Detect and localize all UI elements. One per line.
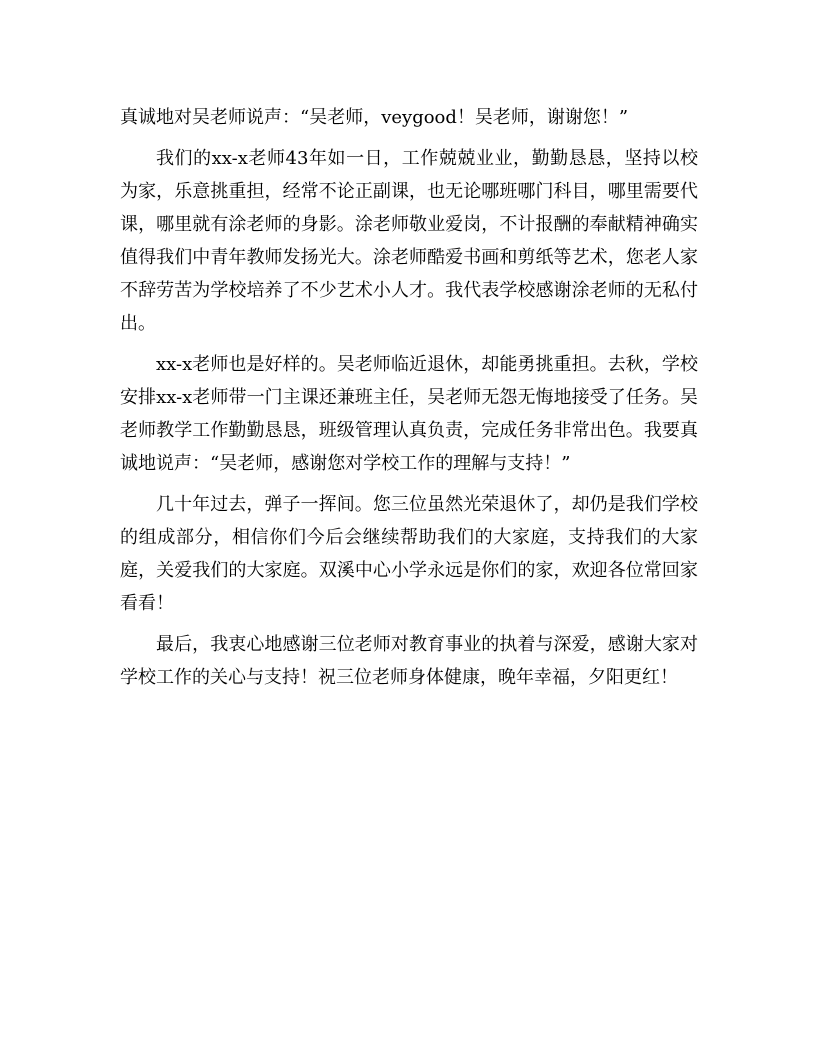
paragraph-1: 真诚地对吴老师说声：“吴老师，veygood！吴老师，谢谢您！” bbox=[120, 107, 629, 128]
document-body bbox=[120, 101, 698, 702]
paragraph-2: 我们的xx-x老师43年如一日，工作兢兢业业，勤勤恳恳，坚持以校为家，乐意挑重担，经常不论正副课，也无论哪班哪门科目，哪里需要代课，哪里就有涂老师的身影。涂老师敬业爱岗，不计报酬的奉献精神确实值得我们中青年教师发扬光大。涂老师酷爱书画和剪纸等艺术，您老人家不辞劳苦为学校培养了不少艺术小人才。我代表学校感谢涂老师的无私付出。 bbox=[120, 148, 698, 334]
paragraph-3: xx-x老师也是好样的。吴老师临近退休，却能勇挑重担。去秋，学校安排xx-x老师带一门主课还兼班主任，吴老师无怨无悔地接受了任务。吴老师教学工作勤勤恳恳，班级管理认真负责，完成任务非常出色。我要真诚地说声：“吴老师，感谢您对学校工作的理解与支持！” bbox=[120, 354, 698, 474]
paragraph-5: 最后，我衷心地感谢三位老师对教育事业的执着与深爱，感谢大家对学校工作的关心与支持！祝三位老师身体健康，晚年幸福，夕阳更红！ bbox=[120, 634, 698, 688]
paragraph-4: 几十年过去，弹子一挥间。您三位虽然光荣退休了，却仍是我们学校的组成部分，相信你们今后会继续帮助我们的大家庭，支持我们的大家庭，关爱我们的大家庭。双溪中心小学永远是你们的家，欢迎各位常回家看看！ bbox=[120, 494, 698, 614]
